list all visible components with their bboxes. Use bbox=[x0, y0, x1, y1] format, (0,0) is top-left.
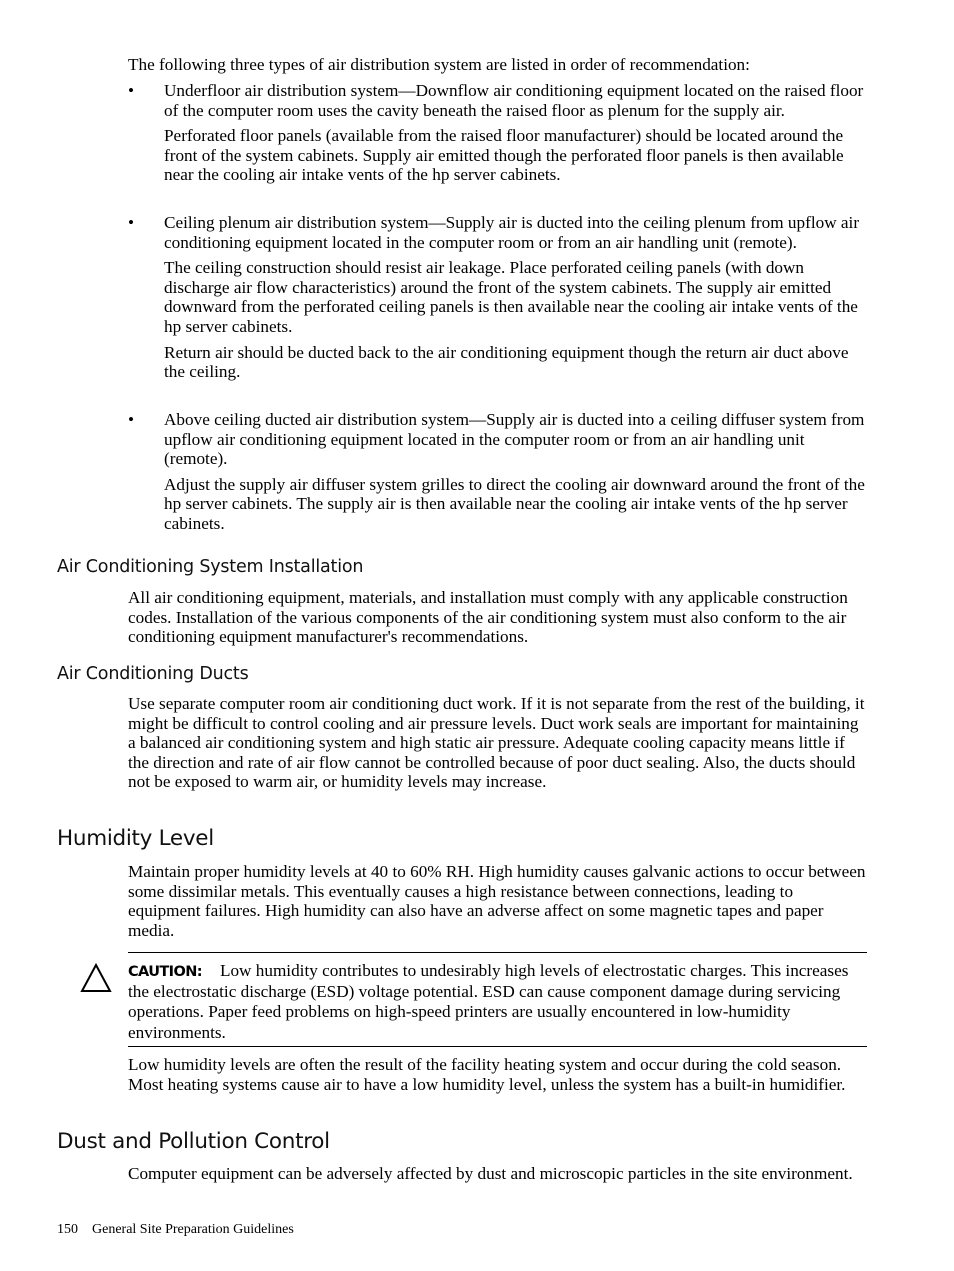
section-heading-humidity: Humidity Level bbox=[57, 826, 214, 851]
list-item-body bbox=[164, 213, 868, 382]
list-item-body bbox=[164, 410, 868, 534]
footer-title: General Site Preparation Guidelines bbox=[92, 1222, 294, 1237]
bullet-mark: • bbox=[128, 410, 135, 429]
list-item-body bbox=[164, 81, 868, 185]
page-number: 150 bbox=[57, 1222, 78, 1237]
bullet-mark: • bbox=[128, 213, 135, 232]
caution-bottom-rule bbox=[128, 1046, 867, 1047]
caution-text: Low humidity contributes to undesirably high levels of electrostatic charges. This increases the electrostatic discharge (ESD) voltage potential. ESD can cause component damage during servicing operations. Paper feed problems on high-speed printers are usually encountered in low-humidity environments. bbox=[128, 961, 849, 1042]
list-item-paragraph: The ceiling construction should resist air leakage. Place perforated ceiling panels (with down discharge air flow characteristics) around the front of the system cabinets. The supply air emitted downward from the perforated ceiling panels is then available near the cooling air intake vents of the hp server cabinets. bbox=[164, 258, 858, 336]
list-item-paragraph: Above ceiling ducted air distribution system—Supply air is ducted into a ceiling diffuser system from upflow air conditioning equipment located in the computer room or from an air handling unit (remote). bbox=[164, 410, 865, 469]
section-heading-installation: Air Conditioning System Installation bbox=[57, 557, 364, 577]
list-item-paragraph: Ceiling plenum air distribution system—Supply air is ducted into the ceiling plenum from upflow air conditioning equipment located in the computer room or from an air handling unit (remote). bbox=[164, 213, 860, 252]
list-item-paragraph: Underfloor air distribution system—Downflow air conditioning equipment located on the raised floor of the computer room uses the cavity beneath the raised floor as plenum for the supply air. bbox=[164, 81, 864, 120]
intro-paragraph: The following three types of air distribution system are listed in order of recommendation: bbox=[128, 55, 750, 74]
page-footer bbox=[57, 1222, 294, 1238]
humidity-paragraph: Maintain proper humidity levels at 40 to 60% RH. High humidity causes galvanic actions to occur between some dissimilar metals. This eventually causes a high resistance between connections, leading to equipment failures. High humidity can also have an adverse affect on some magnetic tapes and paper media. bbox=[128, 862, 866, 940]
ducts-paragraph: Use separate computer room air conditioning duct work. If it is not separate from the rest of the building, it might be difficult to control cooling and air pressure levels. Duct work seals are important for maintaining a balanced air conditioning system and high static air pressure. Adequate cooling capacity means little if the direction and rate of air flow cannot be controlled because of poor duct sealing. Also, the ducts should not be exposed to warm air, or humidity levels may increase. bbox=[128, 694, 865, 792]
list-item-paragraph: Perforated floor panels (available from the raised floor manufacturer) should be located around the front of the system cabinets. Supply air emitted though the perforated floor panels is then available near the cooling air intake vents of the hp server cabinets. bbox=[164, 126, 844, 185]
caution-note bbox=[128, 961, 868, 1043]
list-item-paragraph: Adjust the supply air diffuser system grilles to direct the cooling air downward around the front of the hp server cabinets. The supply air is then available near the cooling air intake vents of the hp server cabinets. bbox=[164, 474, 865, 533]
caution-top-rule bbox=[128, 952, 867, 953]
list-item-paragraph: Return air should be ducted back to the air conditioning equipment though the return air duct above the ceiling. bbox=[164, 342, 849, 382]
section-heading-ducts: Air Conditioning Ducts bbox=[57, 664, 249, 684]
section-heading-dust: Dust and Pollution Control bbox=[57, 1129, 330, 1154]
humidity-followup-paragraph: Low humidity levels are often the result of the facility heating system and occur during the cold season. Most heating systems cause air to have a low humidity level, unless the system has a built-in humidifier. bbox=[128, 1055, 846, 1094]
warning-triangle-icon bbox=[79, 962, 113, 994]
installation-paragraph: All air conditioning equipment, materials, and installation must comply with any applicable construction codes. Installation of the various components of the air conditioning system must also conform to the air conditioning equipment manufacturer's recommendations. bbox=[128, 588, 848, 647]
bullet-mark: • bbox=[128, 81, 135, 100]
dust-paragraph: Computer equipment can be adversely affected by dust and microscopic particles in the site environment. bbox=[128, 1164, 853, 1183]
caution-label: CAUTION: bbox=[128, 964, 202, 980]
